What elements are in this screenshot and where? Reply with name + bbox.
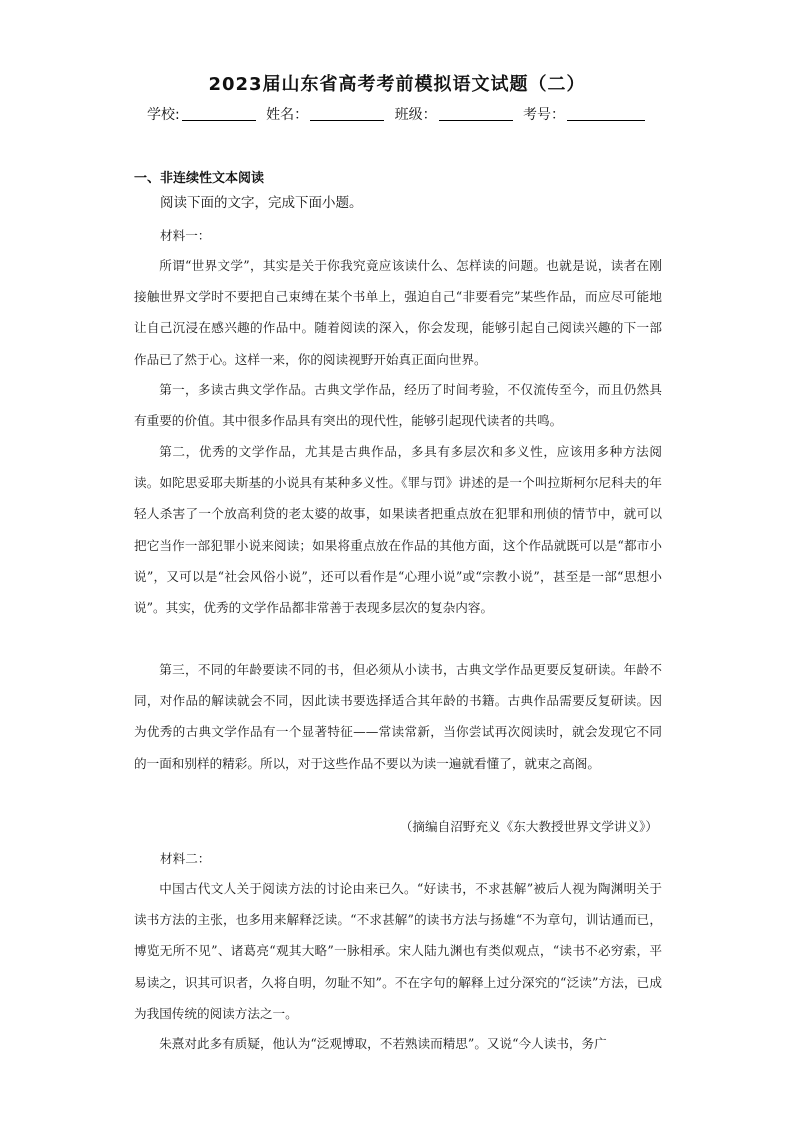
school-label: 学校: bbox=[146, 107, 180, 123]
student-info-row bbox=[0, 104, 794, 124]
m1-paragraph-4: 第三，不同的年龄要读不同的书，但必须从小读书，古典文学作品更要反复研读。年龄不同，对作品的解读就会不同，因此读书要选择适合其年龄的书籍。古典作品需要反复研读。因为优秀的古典文学作品有一个显著特征——常读常新，当你尝试再次阅读时，就会发现它不同的一面和别样的精彩。所以，对于这些作品不要以为读一遍就看懂了，就束之高阁。 bbox=[134, 662, 662, 771]
class-label: 班级： bbox=[394, 107, 437, 123]
class-blank[interactable] bbox=[439, 107, 513, 121]
school-blank[interactable] bbox=[182, 107, 256, 121]
exam-title: 2023届山东省高考考前模拟语文试题（二） bbox=[208, 74, 586, 95]
m1-paragraph-3: 第二，优秀的文学作品，尤其是古典作品，多具有多层次和多义性，应该用多种方法阅读。如陀思妥耶夫斯基的小说具有某种多义性。《罪与罚》讲述的是一个叫拉斯柯尔尼科夫的年轻人杀害了一个放高利贷的老太婆的故事，如果读者把重点放在犯罪和刑侦的情节中，就可以把它当作一部犯罪小说来阅读；如果将重点放在作品的其他方面，这个作品就既可以是“都市小说”，又可以是“社会风俗小说”，还可以看作是“心理小说”或“宗教小说”，甚至是一部“思想小说”。其实，优秀的文学作品都非常善于表现多层次的复杂内容。 bbox=[134, 444, 662, 616]
m2-paragraph-2: 朱熹对此多有质疑，他认为“泛观博取，不若熟读而精思”。又说“今人读书，务广 bbox=[159, 1036, 607, 1051]
material2-label: 材料二： bbox=[160, 851, 211, 866]
number-blank[interactable] bbox=[567, 107, 645, 121]
m1-paragraph-2: 第一，多读古典文学作品。古典文学作品，经历了时间考验，不仅流传至今，而且仍然具有重要的价值。其中很多作品具有突出的现代性，能够引起现代读者的共鸣。 bbox=[134, 382, 662, 429]
material1-label: 材料一： bbox=[160, 228, 211, 243]
name-label: 姓名： bbox=[266, 107, 309, 123]
m1-source: （摘编自沼野充义《东大教授世界文学讲义》） bbox=[399, 819, 658, 834]
name-blank[interactable] bbox=[310, 107, 384, 121]
m2-paragraph-1: 中国古代文人关于阅读方法的讨论由来已久。“好读书，不求甚解”被后人视为陶渊明关于读书方法的主张，也多用来解释泛读。“不求甚解”的读书方法与扬雄“不为章句，训诂通而已，博览无所不见”、诸葛亮“观其大略”一脉相承。宋人陆九渊也有类似观点，“读书不必穷索，平易读之，识其可识者，久将自明，勿耻不知”。不在字句的解释上过分深究的“泛读”方法，已成为我国传统的阅读方法之一。 bbox=[134, 881, 662, 1021]
section-heading: 一、非连续性文本阅读 bbox=[134, 171, 265, 186]
instruction-text: 阅读下面的文字，完成下面小题。 bbox=[160, 195, 363, 211]
number-label: 考号： bbox=[523, 107, 566, 123]
m1-paragraph-1: 所谓“世界文学”，其实是关于你我究竟应该读什么、怎样读的问题。也就是说，读者在刚接触世界文学时不要把自己束缚在某个书单上，强迫自己“非要看完”某些作品，而应尽可能地让自己沉浸在感兴趣的作品中。随着阅读的深入，你会发现，能够引起自己阅读兴趣的下一部作品已了然于心。这样一来，你的阅读视野开始真正面向世界。 bbox=[134, 258, 662, 367]
